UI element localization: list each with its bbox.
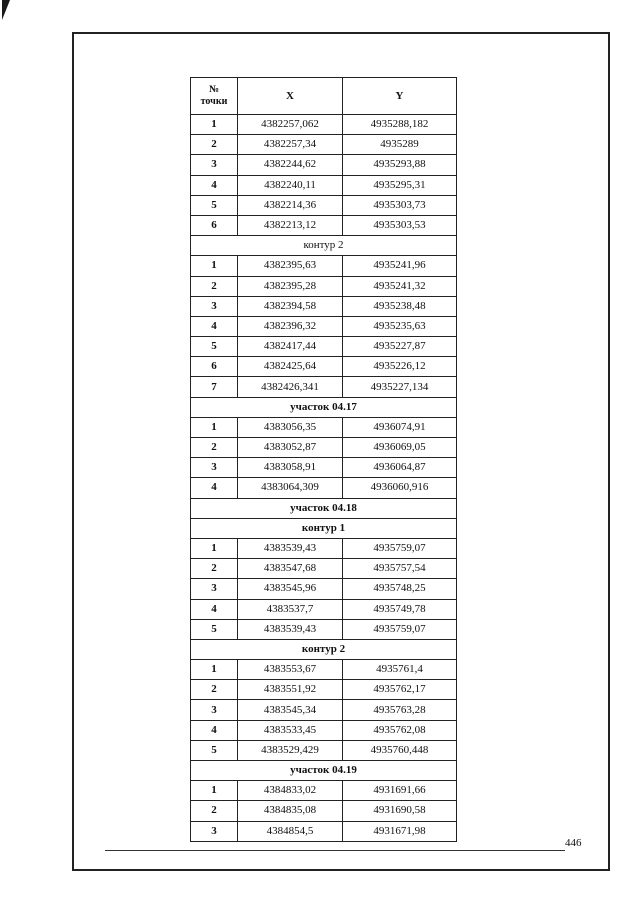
x-coordinate-cell: 4382395,28 (238, 276, 343, 296)
x-coordinate-cell: 4382426,341 (238, 377, 343, 397)
section-row (191, 761, 457, 781)
x-coordinate-cell: 4383539,43 (238, 538, 343, 558)
y-coordinate-cell: 4935303,73 (343, 195, 457, 215)
table-row (191, 135, 457, 155)
point-number-cell: 1 (191, 417, 238, 437)
y-coordinate-cell: 4935749,78 (343, 599, 457, 619)
y-coordinate-cell: 4935241,96 (343, 256, 457, 276)
point-number-cell: 1 (191, 538, 238, 558)
x-coordinate-cell: 4383064,309 (238, 478, 343, 498)
x-coordinate-cell: 4382425,64 (238, 357, 343, 377)
y-coordinate-cell: 4935759,07 (343, 619, 457, 639)
section-label: контур 2 (191, 639, 457, 659)
x-coordinate-cell: 4382240,11 (238, 175, 343, 195)
section-row (191, 518, 457, 538)
y-coordinate-cell: 4935762,08 (343, 720, 457, 740)
y-coordinate-cell: 4936064,87 (343, 458, 457, 478)
point-number-cell: 4 (191, 599, 238, 619)
table-row (191, 195, 457, 215)
x-coordinate-cell: 4382244,62 (238, 155, 343, 175)
x-coordinate-cell: 4384854,5 (238, 821, 343, 841)
point-number-cell: 5 (191, 195, 238, 215)
table-row (191, 256, 457, 276)
point-number-cell: 5 (191, 740, 238, 760)
point-number-cell: 1 (191, 115, 238, 135)
table-row (191, 700, 457, 720)
x-coordinate-cell: 4382214,36 (238, 195, 343, 215)
section-label: контур 1 (191, 518, 457, 538)
table-row (191, 215, 457, 235)
table-row (191, 155, 457, 175)
point-number-cell: 1 (191, 781, 238, 801)
point-number-cell: 3 (191, 296, 238, 316)
table-row (191, 821, 457, 841)
point-number-cell: 2 (191, 801, 238, 821)
section-label: участок 04.17 (191, 397, 457, 417)
section-row (191, 236, 457, 256)
point-number-cell: 4 (191, 478, 238, 498)
y-coordinate-cell: 4931690,58 (343, 801, 457, 821)
point-number-cell: 3 (191, 458, 238, 478)
table-row (191, 417, 457, 437)
x-coordinate-cell: 4383547,68 (238, 559, 343, 579)
table-row (191, 316, 457, 336)
table-row (191, 377, 457, 397)
y-coordinate-cell: 4935761,4 (343, 660, 457, 680)
table-row (191, 458, 457, 478)
point-number-cell: 3 (191, 700, 238, 720)
point-number-cell: 2 (191, 438, 238, 458)
y-coordinate-cell: 4935759,07 (343, 538, 457, 558)
point-number-cell: 1 (191, 256, 238, 276)
y-coordinate-cell: 4935757,54 (343, 559, 457, 579)
point-number-cell: 4 (191, 720, 238, 740)
y-coordinate-cell: 4931671,98 (343, 821, 457, 841)
point-number-cell: 3 (191, 155, 238, 175)
x-coordinate-cell: 4382396,32 (238, 316, 343, 336)
x-coordinate-cell: 4383052,87 (238, 438, 343, 458)
point-number-cell: 3 (191, 579, 238, 599)
table-row (191, 781, 457, 801)
point-number-cell: 5 (191, 619, 238, 639)
point-number-cell: 1 (191, 660, 238, 680)
section-label: участок 04.18 (191, 498, 457, 518)
table-row (191, 559, 457, 579)
table-row (191, 680, 457, 700)
x-coordinate-cell: 4383551,92 (238, 680, 343, 700)
x-coordinate-cell: 4383539,43 (238, 619, 343, 639)
x-coordinate-cell: 4382417,44 (238, 337, 343, 357)
x-coordinate-cell: 4383529,429 (238, 740, 343, 760)
table-row (191, 478, 457, 498)
table-row (191, 337, 457, 357)
x-coordinate-cell: 4383058,91 (238, 458, 343, 478)
y-coordinate-cell: 4935762,17 (343, 680, 457, 700)
y-coordinate-cell: 4935226,12 (343, 357, 457, 377)
y-coordinate-cell: 4935289 (343, 135, 457, 155)
point-number-cell: 4 (191, 175, 238, 195)
point-number-cell: 2 (191, 559, 238, 579)
table-header-row (191, 78, 457, 115)
coordinates-table (190, 77, 457, 842)
point-number-cell: 2 (191, 680, 238, 700)
y-coordinate-cell: 4935238,48 (343, 296, 457, 316)
table-row (191, 357, 457, 377)
y-coordinate-cell: 4931691,66 (343, 781, 457, 801)
section-row (191, 498, 457, 518)
y-coordinate-cell: 4935748,25 (343, 579, 457, 599)
y-coordinate-cell: 4935227,134 (343, 377, 457, 397)
y-coordinate-cell: 4935293,88 (343, 155, 457, 175)
table-row (191, 801, 457, 821)
point-number-cell: 5 (191, 337, 238, 357)
header-y: Y (343, 78, 457, 115)
x-coordinate-cell: 4383553,67 (238, 660, 343, 680)
table-row (191, 660, 457, 680)
table-row (191, 720, 457, 740)
section-label: контур 2 (191, 236, 457, 256)
point-number-cell: 4 (191, 316, 238, 336)
section-row (191, 397, 457, 417)
y-coordinate-cell: 4935760,448 (343, 740, 457, 760)
y-coordinate-cell: 4935303,53 (343, 215, 457, 235)
x-coordinate-cell: 4382257,34 (238, 135, 343, 155)
page-number: 446 (565, 837, 582, 849)
table-row (191, 579, 457, 599)
section-label: участок 04.19 (191, 761, 457, 781)
y-coordinate-cell: 4935235,63 (343, 316, 457, 336)
footer-rule (105, 850, 565, 851)
point-number-cell: 2 (191, 135, 238, 155)
y-coordinate-cell: 4936074,91 (343, 417, 457, 437)
x-coordinate-cell: 4383545,96 (238, 579, 343, 599)
y-coordinate-cell: 4935227,87 (343, 337, 457, 357)
y-coordinate-cell: 4935288,182 (343, 115, 457, 135)
header-point-word: точки (200, 96, 228, 107)
table-row (191, 599, 457, 619)
point-number-cell: 7 (191, 377, 238, 397)
x-coordinate-cell: 4383537,7 (238, 599, 343, 619)
x-coordinate-cell: 4382213,12 (238, 215, 343, 235)
x-coordinate-cell: 4383056,35 (238, 417, 343, 437)
x-coordinate-cell: 4384835,08 (238, 801, 343, 821)
header-number-sign: № (208, 84, 220, 95)
x-coordinate-cell: 4382394,58 (238, 296, 343, 316)
table-row (191, 538, 457, 558)
table-row (191, 296, 457, 316)
table-row (191, 276, 457, 296)
y-coordinate-cell: 4936069,05 (343, 438, 457, 458)
header-x: X (238, 78, 343, 115)
x-coordinate-cell: 4382395,63 (238, 256, 343, 276)
x-coordinate-cell: 4383533,45 (238, 720, 343, 740)
y-coordinate-cell: 4935295,31 (343, 175, 457, 195)
table-row (191, 175, 457, 195)
point-number-cell: 2 (191, 276, 238, 296)
y-coordinate-cell: 4936060,916 (343, 478, 457, 498)
section-row (191, 639, 457, 659)
table-row (191, 619, 457, 639)
table-row (191, 115, 457, 135)
point-number-cell: 6 (191, 215, 238, 235)
table-row (191, 740, 457, 760)
scan-corner-mark (2, 0, 10, 20)
table-body (191, 115, 457, 842)
point-number-cell: 3 (191, 821, 238, 841)
x-coordinate-cell: 4384833,02 (238, 781, 343, 801)
x-coordinate-cell: 4383545,34 (238, 700, 343, 720)
x-coordinate-cell: 4382257,062 (238, 115, 343, 135)
point-number-cell: 6 (191, 357, 238, 377)
y-coordinate-cell: 4935241,32 (343, 276, 457, 296)
y-coordinate-cell: 4935763,28 (343, 700, 457, 720)
table-row (191, 438, 457, 458)
header-point-number (191, 78, 238, 115)
